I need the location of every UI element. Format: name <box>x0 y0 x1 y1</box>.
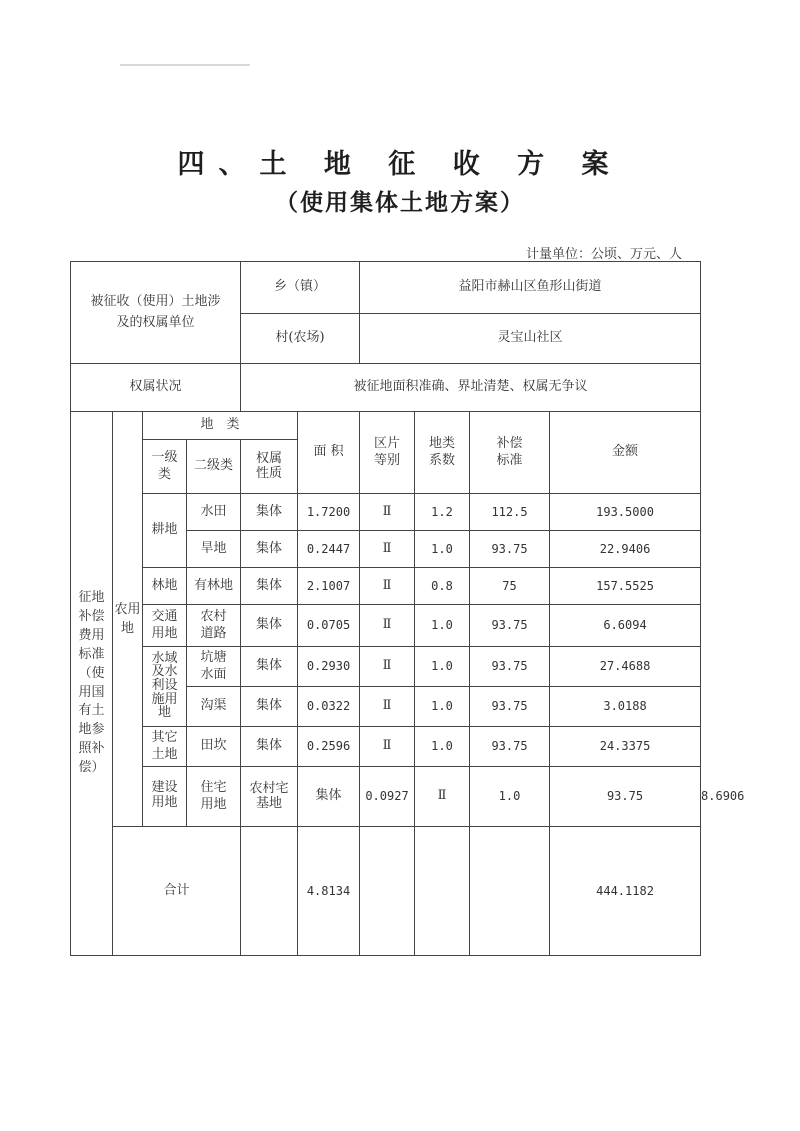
ownership-row <box>71 364 701 412</box>
total-area: 4.8134 <box>298 827 360 956</box>
cell-area: 2.1007 <box>298 568 360 605</box>
amount-header: 金额 <box>550 412 701 494</box>
cell-grade: Ⅱ <box>360 531 415 568</box>
cell-level2: 沟渠 <box>187 687 241 727</box>
cell-standard: 75 <box>470 568 550 605</box>
group-transport: 交通用地 <box>143 605 187 647</box>
level1-header: 一级类 <box>143 440 187 494</box>
cell-coef: 1.0 <box>415 727 470 767</box>
cell-amount: 22.9406 <box>550 531 701 568</box>
village-label: 村(农场) <box>241 314 360 364</box>
land-acquisition-table <box>70 261 745 956</box>
column-header-row-1 <box>71 412 701 440</box>
unit-note: 计量单位：公顷、万元、人 <box>525 247 682 262</box>
cell-standard: 93.75 <box>470 647 550 687</box>
total-label: 合计 <box>113 827 241 956</box>
cell-amount: 3.0188 <box>550 687 701 727</box>
cell-level2: 农村道路 <box>187 605 241 647</box>
zone-grade-header: 区片等别 <box>360 412 415 494</box>
nature-header: 权属性质 <box>241 440 298 494</box>
village-value: 灵宝山社区 <box>360 314 701 364</box>
cell-grade: Ⅱ <box>360 605 415 647</box>
cell-standard: 93.75 <box>470 687 550 727</box>
cell-standard: 93.75 <box>470 605 550 647</box>
cell-coef: 0.8 <box>415 568 470 605</box>
cell-area: 1.7200 <box>298 494 360 531</box>
cell-grade: Ⅱ <box>360 494 415 531</box>
cell-standard: 93.75 <box>550 767 701 827</box>
cell-nature: 集体 <box>241 687 298 727</box>
cell-area: 0.2930 <box>298 647 360 687</box>
township-row <box>71 262 701 314</box>
table-row <box>71 568 701 605</box>
cell-grade: Ⅱ <box>415 767 470 827</box>
total-grade-empty <box>360 827 415 956</box>
township-value: 益阳市赫山区鱼形山街道 <box>360 262 701 314</box>
cell-grade: Ⅱ <box>360 647 415 687</box>
cell-area: 0.0322 <box>298 687 360 727</box>
cell-grade: Ⅱ <box>360 568 415 605</box>
table-row <box>71 647 701 687</box>
cell-grade: Ⅱ <box>360 687 415 727</box>
level2-header: 二级类 <box>187 440 241 494</box>
total-standard-empty <box>470 827 550 956</box>
ownership-label: 权属状况 <box>71 364 241 412</box>
cell-level2: 坑塘水面 <box>187 647 241 687</box>
standard-header: 补偿标准 <box>470 412 550 494</box>
cell-level2: 水田 <box>187 494 241 531</box>
page-title: 四、土 地 征 收 方 案 <box>177 149 623 180</box>
cell-level2: 有林地 <box>187 568 241 605</box>
group-residential: 住宅用地 <box>187 767 241 827</box>
coefficient-header: 地类系数 <box>415 412 470 494</box>
land-type-header: 地 类 <box>143 412 298 440</box>
total-coef-empty <box>415 827 470 956</box>
cell-area: 0.2596 <box>298 727 360 767</box>
total-amount: 444.1182 <box>550 827 701 956</box>
cell-coef: 1.0 <box>470 767 550 827</box>
group-cultivated: 耕地 <box>143 494 187 568</box>
cell-amount: 193.5000 <box>550 494 701 531</box>
cell-nature: 集体 <box>241 605 298 647</box>
cell-amount: 27.4688 <box>550 647 701 687</box>
cell-amount: 24.3375 <box>550 727 701 767</box>
cell-coef: 1.2 <box>415 494 470 531</box>
total-row <box>71 827 701 956</box>
cell-nature: 集体 <box>241 727 298 767</box>
cell-amount: 6.6094 <box>550 605 701 647</box>
cell-area: 0.0705 <box>298 605 360 647</box>
cell-nature: 集体 <box>241 647 298 687</box>
cell-level2: 田坎 <box>187 727 241 767</box>
cell-level2: 农村宅基地 <box>241 767 298 827</box>
cell-level2: 旱地 <box>187 531 241 568</box>
construction-land-label: 建设用地 <box>143 767 187 827</box>
table-row <box>71 727 701 767</box>
page-subtitle: （使用集体土地方案） <box>275 190 525 216</box>
cell-coef: 1.0 <box>415 605 470 647</box>
affected-units-label: 被征收（使用）土地涉及的权属单位 <box>71 262 241 364</box>
scan-artifact <box>120 64 250 66</box>
cell-nature: 集体 <box>241 531 298 568</box>
cell-nature: 集体 <box>298 767 360 827</box>
table-row <box>71 494 701 531</box>
cell-coef: 1.0 <box>415 687 470 727</box>
cell-area: 0.0927 <box>360 767 415 827</box>
compensation-standard-label: 征地补偿费用标准（使用国有土地参照补偿） <box>71 412 113 956</box>
table-row: 建设用地 住宅用地 农村宅基地 集体 0.0927 Ⅱ 1.0 93.75 8.6906 <box>71 767 701 827</box>
cell-standard: 112.5 <box>470 494 550 531</box>
cell-amount: 157.5525 <box>550 568 701 605</box>
township-label: 乡（镇） <box>241 262 360 314</box>
total-nature-empty <box>241 827 298 956</box>
cell-standard: 93.75 <box>470 531 550 568</box>
cell-coef: 1.0 <box>415 647 470 687</box>
cell-nature: 集体 <box>241 568 298 605</box>
cell-nature: 集体 <box>241 494 298 531</box>
cell-coef: 1.0 <box>415 531 470 568</box>
group-other: 其它土地 <box>143 727 187 767</box>
cell-area: 0.2447 <box>298 531 360 568</box>
agricultural-land-label: 农用地 <box>113 412 143 827</box>
group-water: 水域及水利设施用地 <box>143 647 187 727</box>
cell-standard: 93.75 <box>470 727 550 767</box>
cell-grade: Ⅱ <box>360 727 415 767</box>
group-forest: 林地 <box>143 568 187 605</box>
ownership-value: 被征地面积准确、界址清楚、权属无争议 <box>241 364 701 412</box>
area-header: 面 积 <box>298 412 360 494</box>
table-row <box>71 605 701 647</box>
